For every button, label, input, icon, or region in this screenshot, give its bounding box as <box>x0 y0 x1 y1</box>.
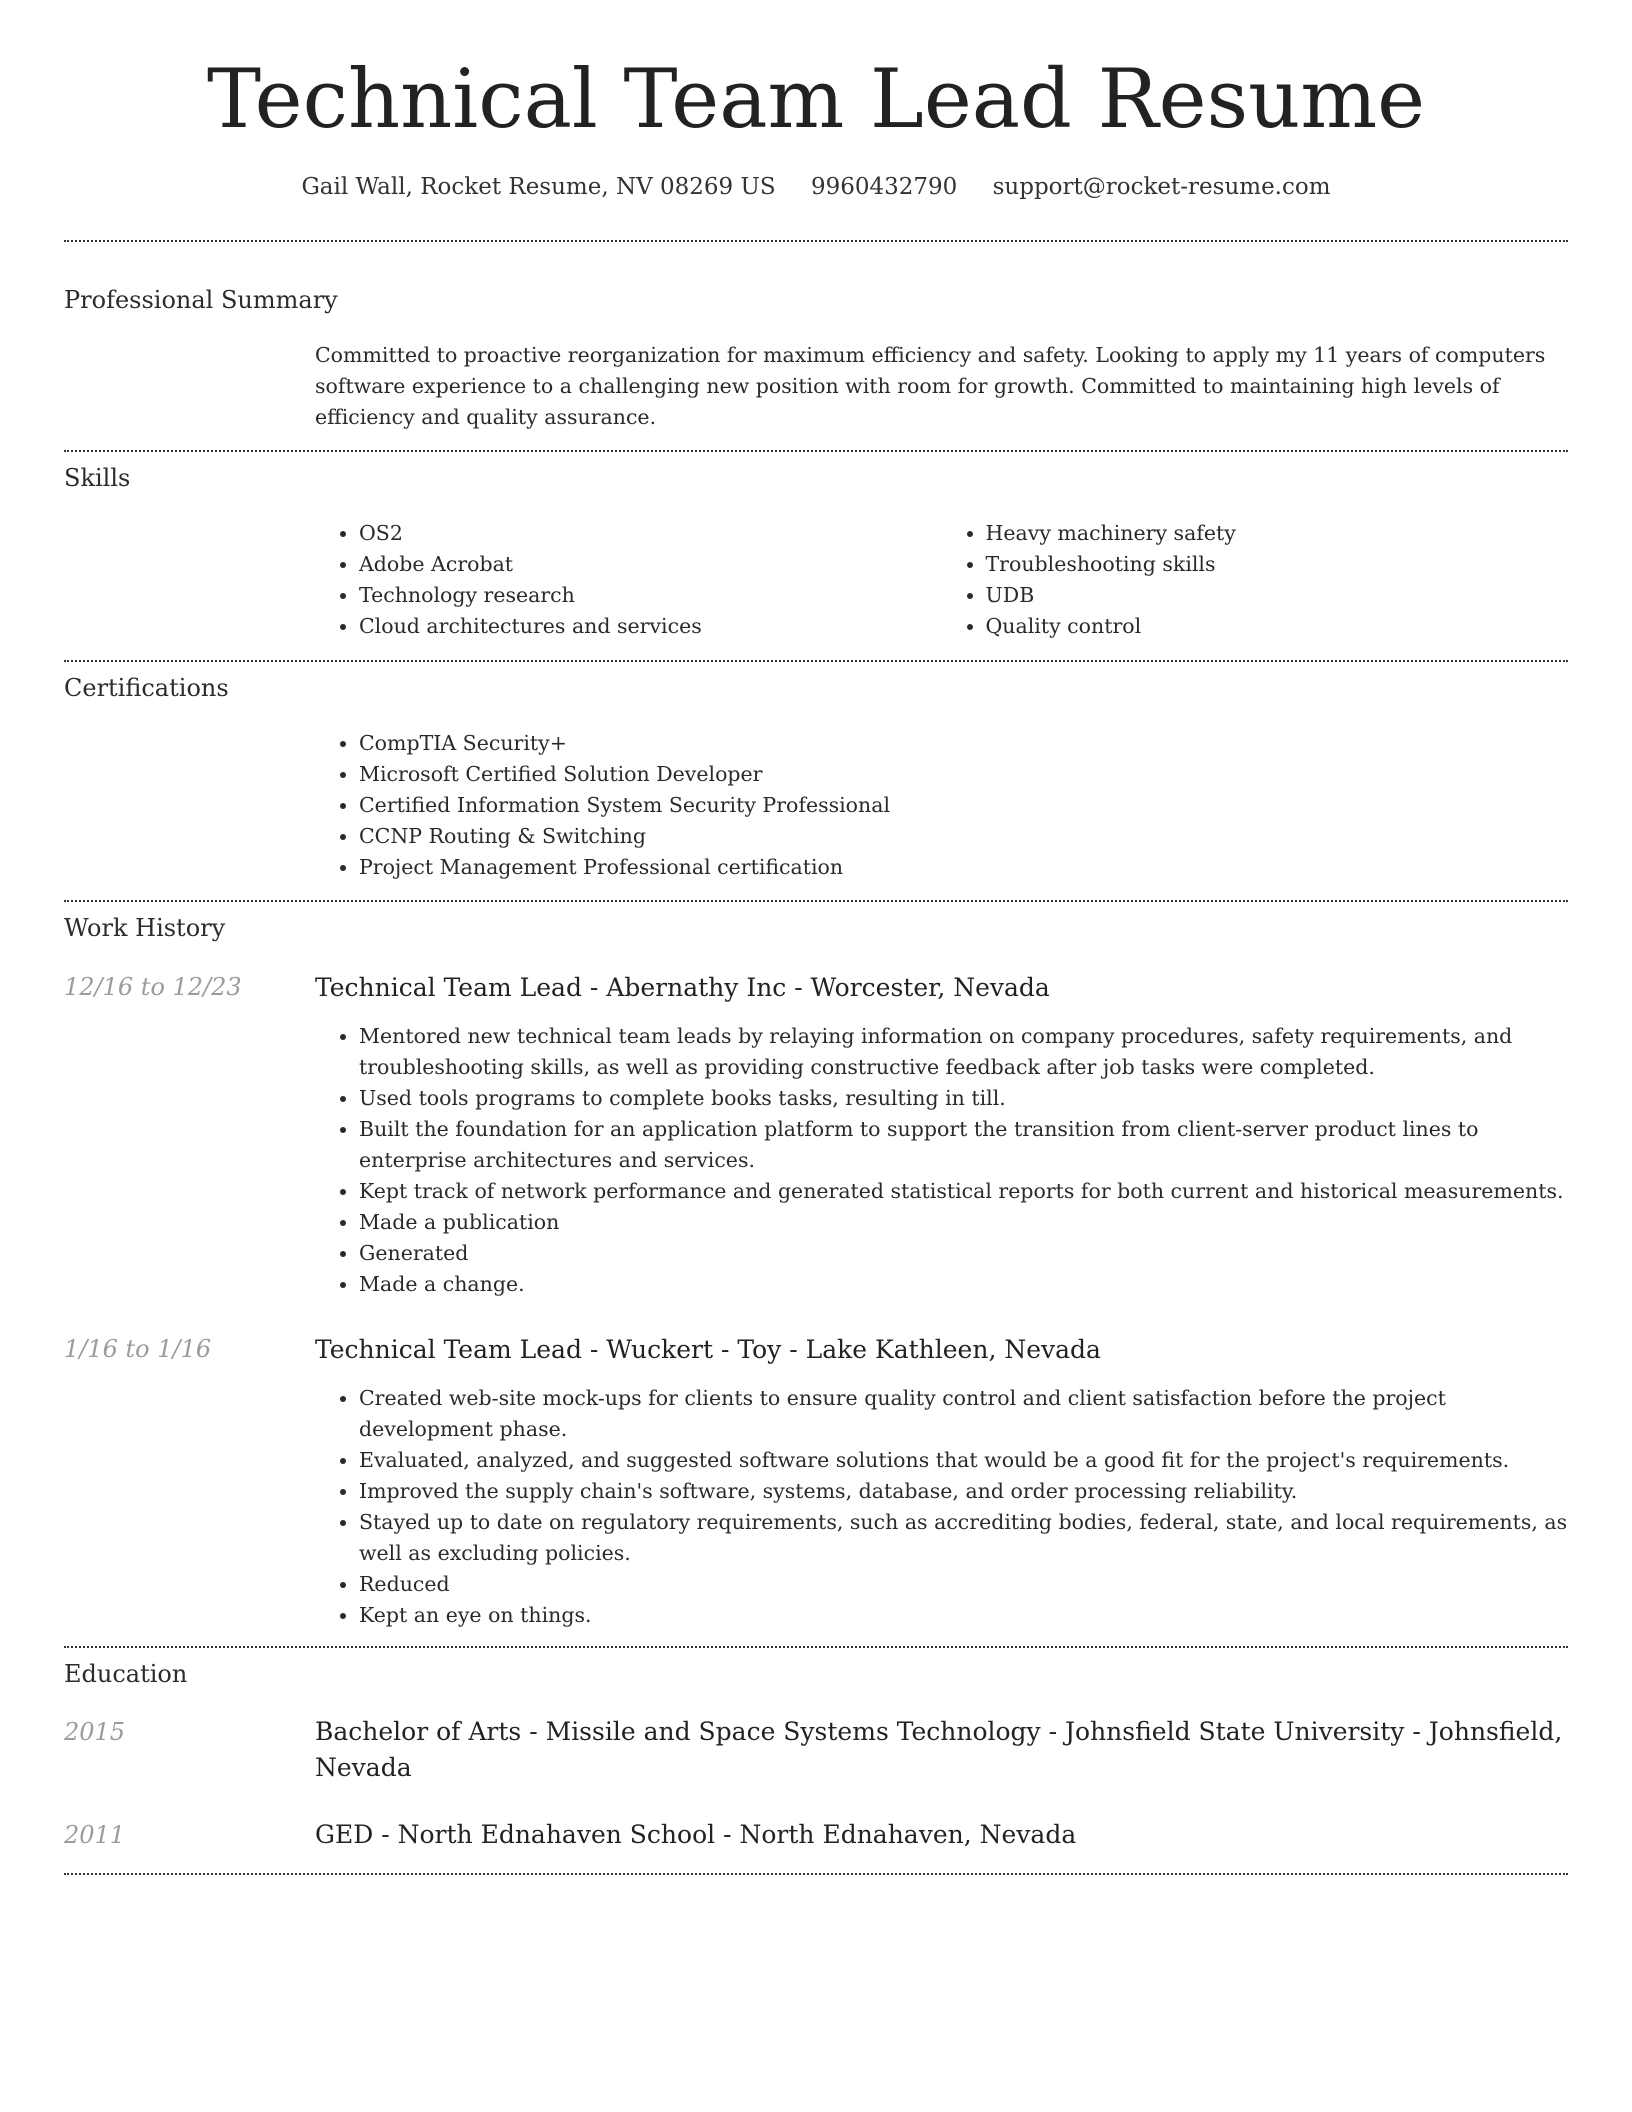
list-item: • Made a publication <box>359 1207 1568 1238</box>
list-item: • Heavy machinery safety <box>986 518 1569 549</box>
contact-phone: 9960432790 <box>810 174 958 200</box>
contact-email: support@rocket-resume.com <box>992 174 1331 200</box>
list-item: • Mentored new technical team leads by relaying information on company procedures, safety requirements, and troubleshooting skills, as well as providing constructive feedback after job tasks were completed. <box>359 1021 1568 1083</box>
list-item: • OS2 <box>359 518 942 549</box>
certifications-list <box>315 728 1568 883</box>
list-item: • Adobe Acrobat <box>359 549 942 580</box>
skills-column-left <box>315 518 942 642</box>
skills-column-right <box>942 518 1569 642</box>
job-dates: 1/16 to 1/16 <box>64 1335 212 1363</box>
job-bullets <box>315 1383 1568 1631</box>
list-item: • Used tools programs to complete books tasks, resulting in till. <box>359 1083 1568 1114</box>
divider <box>64 660 1568 662</box>
list-item: • Quality control <box>986 611 1569 642</box>
education-year: 2015 <box>64 1718 126 1746</box>
resume-page <box>64 0 1568 1849</box>
list-item: • Built the foundation for an application platform to support the transition from client-server product lines to enterprise architectures and services. <box>359 1114 1568 1176</box>
list-item: • Made a change. <box>359 1269 1568 1300</box>
section-heading-certifications: Certifications <box>64 674 229 702</box>
job-bullets <box>315 1021 1568 1300</box>
divider <box>64 1873 1568 1875</box>
divider <box>64 1646 1568 1648</box>
job-dates: 12/16 to 12/23 <box>64 973 242 1001</box>
page-title: Technical Team Lead Resume <box>206 53 1426 147</box>
skills-list <box>315 518 1568 642</box>
section-heading-work: Work History <box>64 914 226 942</box>
list-item: • Project Management Professional certification <box>359 852 1568 883</box>
list-item: • Troubleshooting skills <box>986 549 1569 580</box>
job-title: Technical Team Lead - Abernathy Inc - Worcester, Nevada <box>315 973 1050 1002</box>
list-item: • Stayed up to date on regulatory requirements, such as accrediting bodies, federal, state, and local requirements, as well as excluding policies. <box>359 1507 1568 1569</box>
summary-text: Committed to proactive reorganization for maximum efficiency and safety. Looking to apply my 11 years of computers software experience to a challenging new position with room for growth. Committed to maintaining high levels of efficiency and quality assurance. <box>315 343 1546 429</box>
list-item: • CompTIA Security+ <box>359 728 1568 759</box>
contact-address: Gail Wall, Rocket Resume, NV 08269 US <box>301 174 776 200</box>
list-item: • Evaluated, analyzed, and suggested software solutions that would be a good fit for the project's requirements. <box>359 1445 1568 1476</box>
section-heading-education: Education <box>64 1660 188 1688</box>
list-item: • Cloud architectures and services <box>359 611 942 642</box>
list-item: • Reduced <box>359 1569 1568 1600</box>
education-entry: Bachelor of Arts - Missile and Space Systems Technology - Johnsfield State University - Johnsfield, Nevada <box>315 1717 1563 1782</box>
divider <box>64 240 1568 242</box>
divider <box>64 450 1568 452</box>
list-item: • CCNP Routing & Switching <box>359 821 1568 852</box>
list-item: • Improved the supply chain's software, systems, database, and order processing reliability. <box>359 1476 1568 1507</box>
job-title: Technical Team Lead - Wuckert - Toy - Lake Kathleen, Nevada <box>315 1335 1101 1364</box>
list-item: • Kept an eye on things. <box>359 1600 1568 1631</box>
list-item: • Kept track of network performance and generated statistical reports for both current and historical measurements. <box>359 1176 1568 1207</box>
list-item: • Microsoft Certified Solution Developer <box>359 759 1568 790</box>
education-year: 2011 <box>64 1821 126 1849</box>
list-item: • UDB <box>986 580 1569 611</box>
section-heading-summary: Professional Summary <box>64 286 338 314</box>
section-heading-skills: Skills <box>64 464 131 492</box>
contact-line <box>64 172 1568 202</box>
divider <box>64 900 1568 902</box>
list-item: • Technology research <box>359 580 942 611</box>
list-item: • Certified Information System Security Professional <box>359 790 1568 821</box>
list-item: • Created web-site mock-ups for clients to ensure quality control and client satisfaction before the project development phase. <box>359 1383 1568 1445</box>
list-item: • Generated <box>359 1238 1568 1269</box>
education-entry: GED - North Ednahaven School - North Ednahaven, Nevada <box>315 1820 1077 1849</box>
